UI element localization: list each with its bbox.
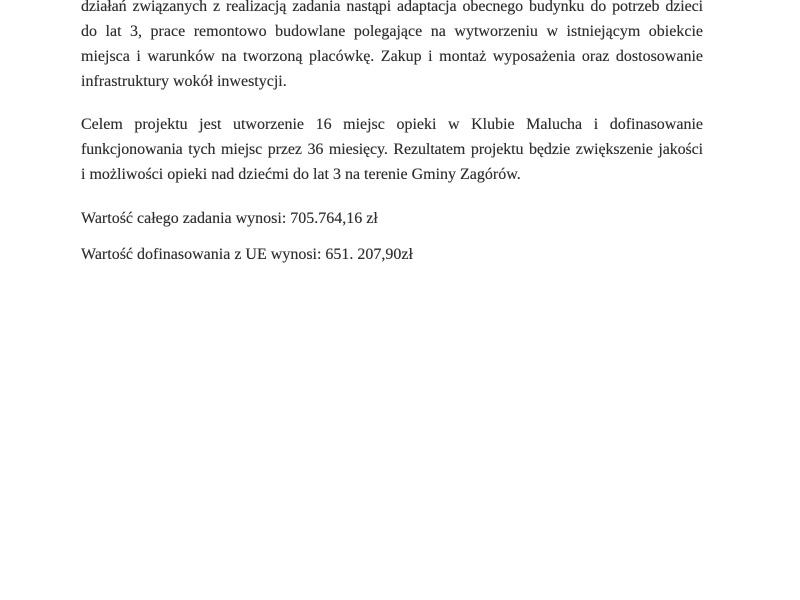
paragraph-total-value	[81, 206, 703, 231]
text-line-clipped-top: działań związanych z realizacją zadania nastąpi adaptacja obecnego budynku do potrzeb dzieci	[81, 0, 703, 15]
text-line: funkcjonowania tych miejsc przez 36 miesięcy. Rezultatem projektu będzie zwiększenie jakości	[81, 141, 703, 158]
text-line: i możliwości opieki nad dziećmi do lat 3 na terenie Gminy Zagórów.	[81, 166, 521, 183]
text-line: do lat 3, prace remontowo budowlane polegające na wytworzeniu w istniejącym obiekcie	[81, 23, 703, 40]
paragraph-eu-funding-value	[81, 242, 703, 267]
total-value-line: Wartość całego zadania wynosi: 705.764,16 zł	[81, 210, 378, 227]
paragraph-project-goal	[81, 112, 703, 187]
text-line: Celem projektu jest utworzenie 16 miejsc opieki w Klubie Malucha i dofinasowanie	[81, 116, 703, 133]
text-line: miejsca i warunków na tworzoną placówkę. Zakup i montaż wyposażenia oraz dostosowanie	[81, 48, 703, 65]
document-text-block	[81, 0, 703, 267]
paragraph-investment-scope	[81, 0, 703, 94]
eu-funding-value-line: Wartość dofinasowania z UE wynosi: 651. 207,90zł	[81, 246, 413, 263]
text-line: infrastruktury wokół inwestycji.	[81, 73, 287, 90]
